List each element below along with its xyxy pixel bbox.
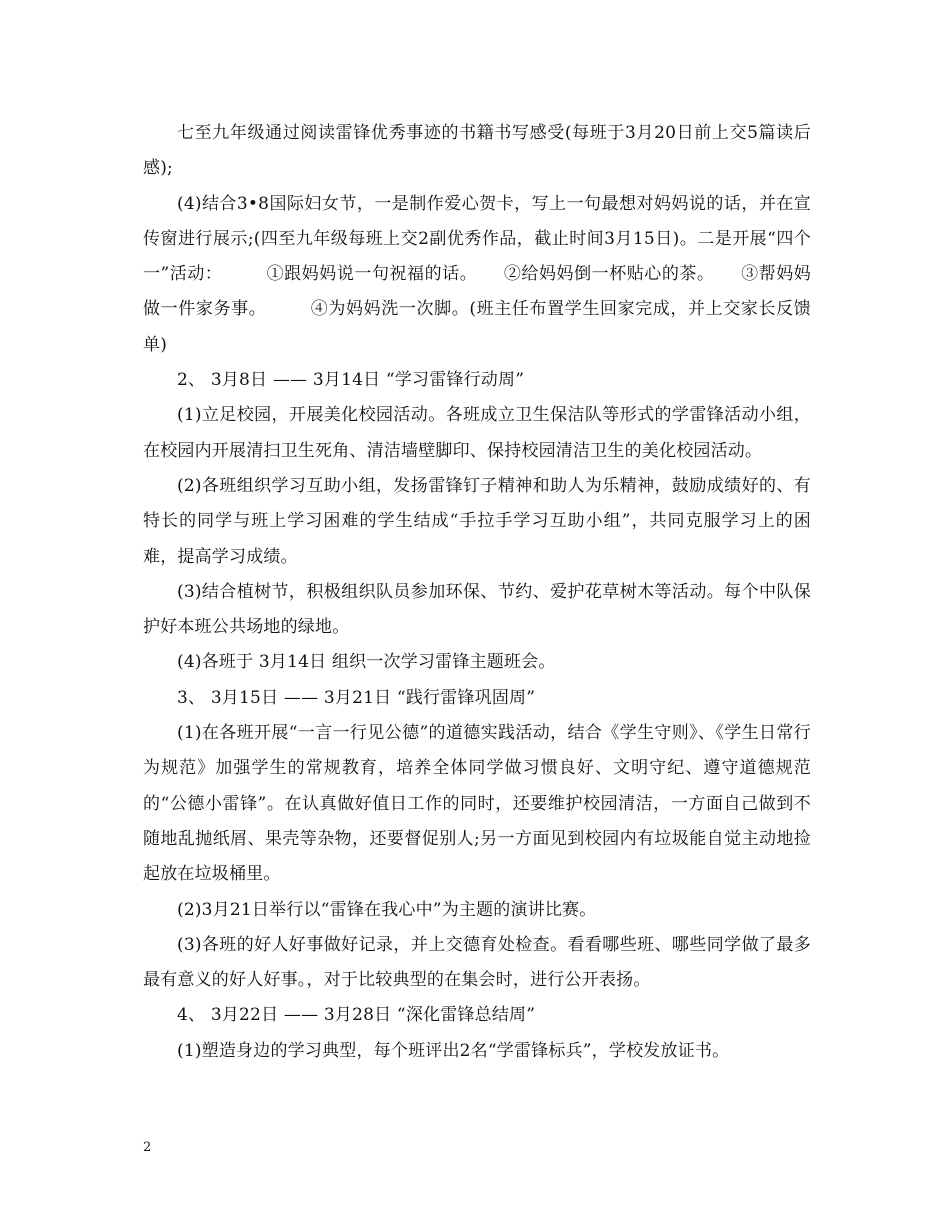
paragraph-class-meeting: (4)各班于 3月14日 组织一次学习雷锋主题班会。 <box>177 652 556 673</box>
document-body <box>143 116 811 1069</box>
page-number: 2 <box>143 1140 152 1155</box>
section-heading-summary-week: 4、 3月22日 —— 3月28日 “深化雷锋总结周” <box>177 1005 536 1026</box>
paragraph-study-mutual-aid: (2)各班组织学习互助小组，发扬雷锋钉子精神和助人为乐精神，鼓励成绩好的、有特长的同学与班上学习困难的学生结成“手拉手学习互助小组”，共同克服学习上的困难，提高学习成绩。 <box>143 475 811 567</box>
paragraph-learning-models: (1)塑造身边的学习典型，每个班评出2名“学雷锋标兵”，学校发放证书。 <box>177 1040 730 1061</box>
paragraph-speech-contest: (2)3月21日举行以“雷锋在我心中”为主题的演讲比赛。 <box>177 899 597 920</box>
paragraph-arbor-day: (3)结合植树节，积极组织队员参加环保、节约、爱护花草树木等活动。每个中队保护好本班公共场地的绿地。 <box>143 581 811 638</box>
paragraph-campus-beautification: (1)立足校园，开展美化校园活动。各班成立卫生保洁队等形式的学雷锋活动小组，在校园内开展清扫卫生死角、清洁墙壁脚印、保持校园清洁卫生的美化校园活动。 <box>143 405 811 461</box>
paragraph-reading-reflection: 七至九年级通过阅读雷锋优秀事迹的书籍书写感受(每班于3月20日前上交5篇读后感); <box>143 123 811 179</box>
section-heading-practice-week: 3、 3月15日 —— 3月21日 “践行雷锋巩固周” <box>177 687 536 708</box>
paragraph-moral-practice: (1)在各班开展“一言一行见公德”的道德实践活动，结合《学生守则》、《学生日常行为规范》加强学生的常规教育，培养全体同学做习惯良好、文明守纪、遵守道德规范的“公德小雷锋”。在认真做好值日工作的同时，还要维护校园清洁，一方面自己做到不随地乱抛纸屑、果壳等杂物，还要督促别人;另一方面见到校园内有垃圾能自觉主动地捡起放在垃圾桶里。 <box>143 723 811 885</box>
section-heading-learning-week: 2、 3月8日 —— 3月14日 “学习雷锋行动周” <box>177 370 525 391</box>
paragraph-good-deeds-record: (3)各班的好人好事做好记录，并上交德育处检查。看看哪些班、哪些同学做了最多最有意义的好人好事。，对于比较典型的在集会时，进行公开表扬。 <box>143 934 811 991</box>
paragraph-womens-day-activities: (4)结合3•8国际妇女节，一是制作爱心贺卡，写上一句最想对妈妈说的话，并在宣传窗进行展示;(四至九年级每班上交2副优秀作品，截止时间3月15日)。二是开展“四个一”活动： ①跟妈妈说一句祝福的话。 ②给妈妈倒一杯贴心的茶。 ③帮妈妈做一件家务事。 ④为妈妈洗一次脚。(班主任布置学生回家完成，并上交家长反馈单) <box>143 193 811 355</box>
